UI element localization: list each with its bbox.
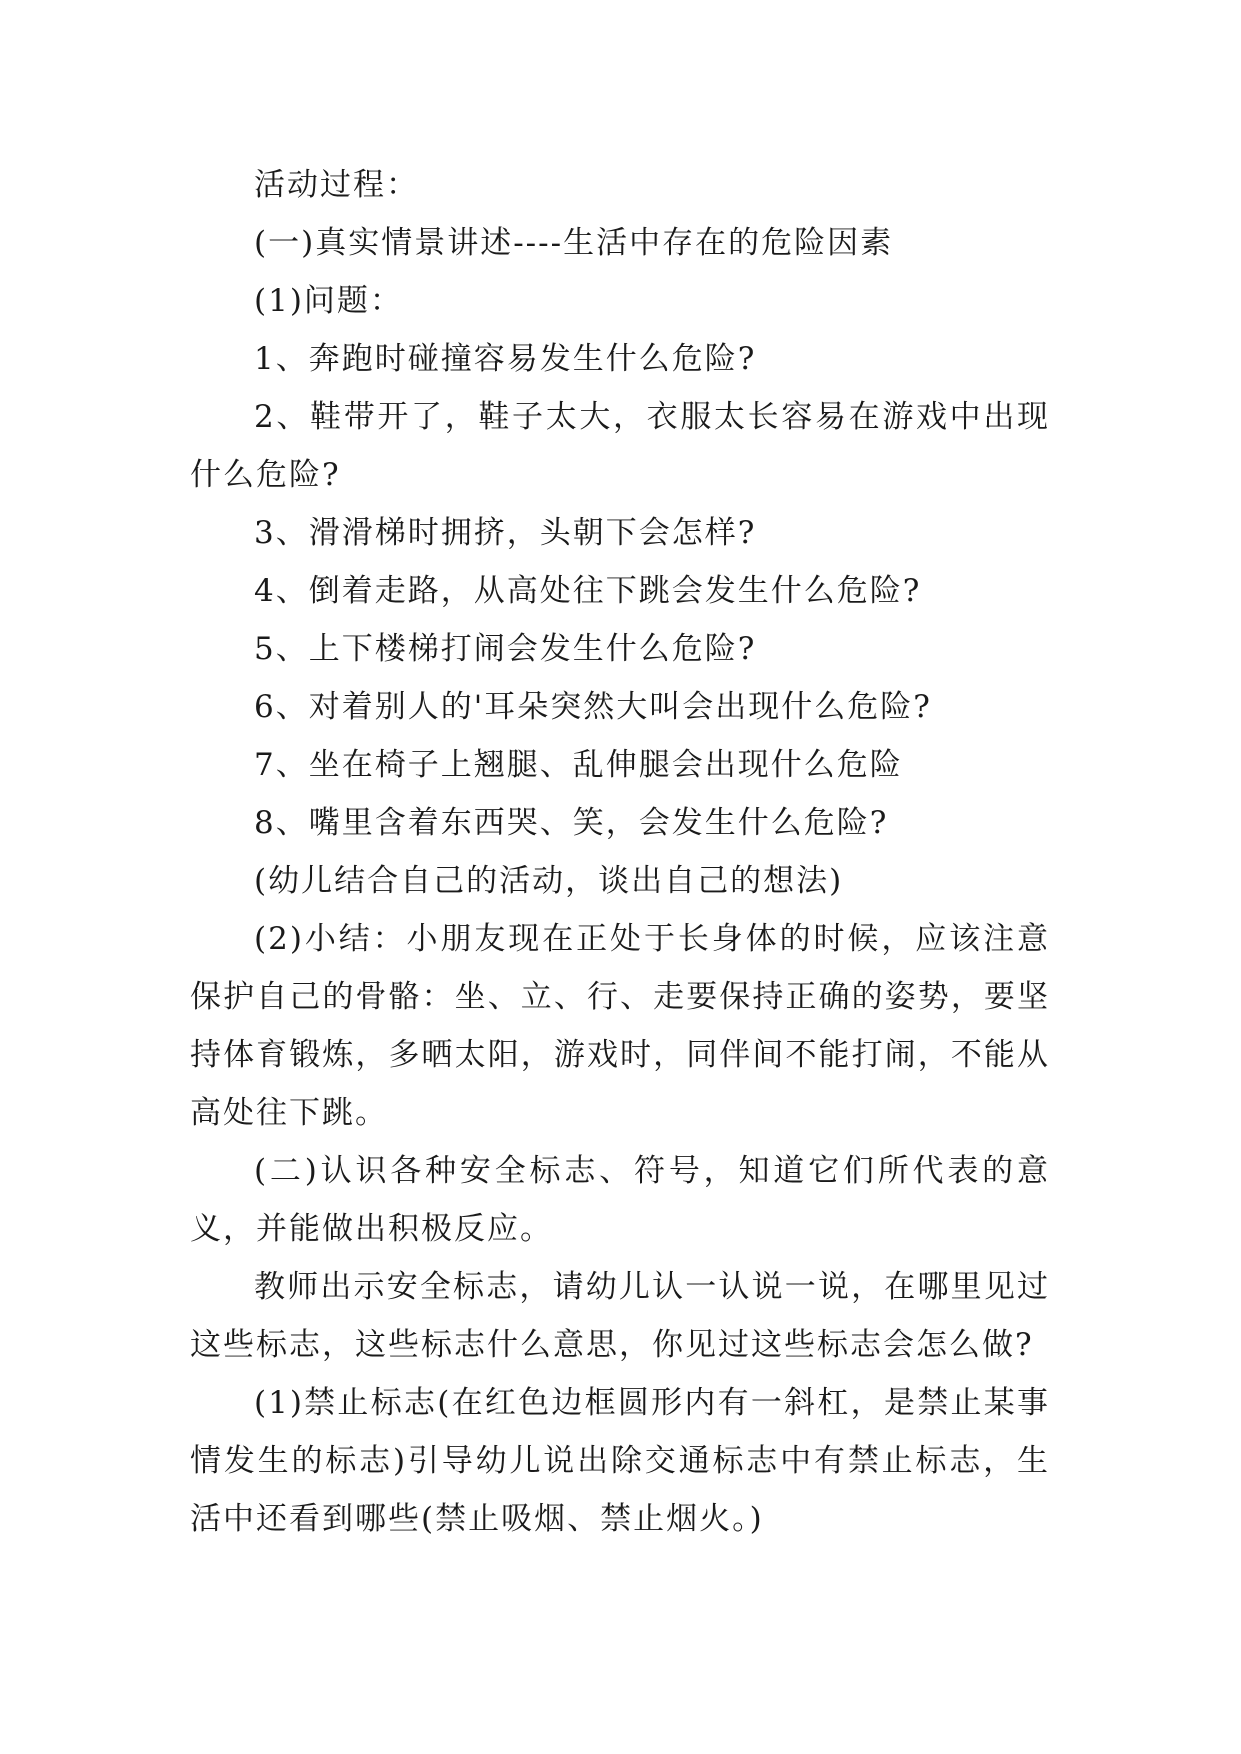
paragraph-activity-process: 活动过程： <box>254 167 419 203</box>
paragraph-question-6: 6、对着别人的'耳朵突然大叫会出现什么危险? <box>254 689 932 725</box>
paragraph-question-2: 2、鞋带开了，鞋子太大，衣服太长容易在游戏中出现什么危险? <box>190 399 1050 493</box>
paragraph-prohibition-signs: (1)禁止标志(在红色边框圆形内有一斜杠，是禁止某事情发生的标志)引导幼儿说出除交通标志中有禁止标志，生活中还看到哪些(禁止吸烟、禁止烟火。) <box>190 1385 1050 1537</box>
paragraph-section-two-heading: (二)认识各种安全标志、符号，知道它们所代表的意义，并能做出积极反应。 <box>190 1153 1050 1247</box>
paragraph-summary: (2)小结：小朋友现在正处于长身体的时候，应该注意保护自己的骨骼：坐、立、行、走要保持正确的姿势，要坚持体育锻炼，多晒太阳，游戏时，同伴间不能打闹，不能从高处往下跳。 <box>190 921 1050 1131</box>
paragraph-section-one-heading: (一)真实情景讲述----生活中存在的危险因素 <box>254 225 894 261</box>
paragraph-question-4: 4、倒着走路，从高处往下跳会发生什么危险? <box>254 573 922 609</box>
paragraph-question-5: 5、上下楼梯打闹会发生什么危险? <box>254 631 757 667</box>
paragraph-questions-heading: (1)问题： <box>254 283 403 319</box>
document-body <box>190 156 1050 1548</box>
paragraph-children-discuss: (幼儿结合自己的活动，谈出自己的想法) <box>254 863 844 899</box>
paragraph-question-1: 1、奔跑时碰撞容易发生什么危险? <box>254 341 757 377</box>
paragraph-question-8: 8、嘴里含着东西哭、笑，会发生什么危险? <box>254 805 889 841</box>
paragraph-question-7: 7、坐在椅子上翘腿、乱伸腿会出现什么危险 <box>254 747 903 783</box>
paragraph-question-3: 3、滑滑梯时拥挤，头朝下会怎样? <box>254 515 757 551</box>
paragraph-teacher-shows-signs: 教师出示安全标志，请幼儿认一认说一说，在哪里见过这些标志，这些标志什么意思，你见过这些标志会怎么做? <box>190 1269 1050 1363</box>
